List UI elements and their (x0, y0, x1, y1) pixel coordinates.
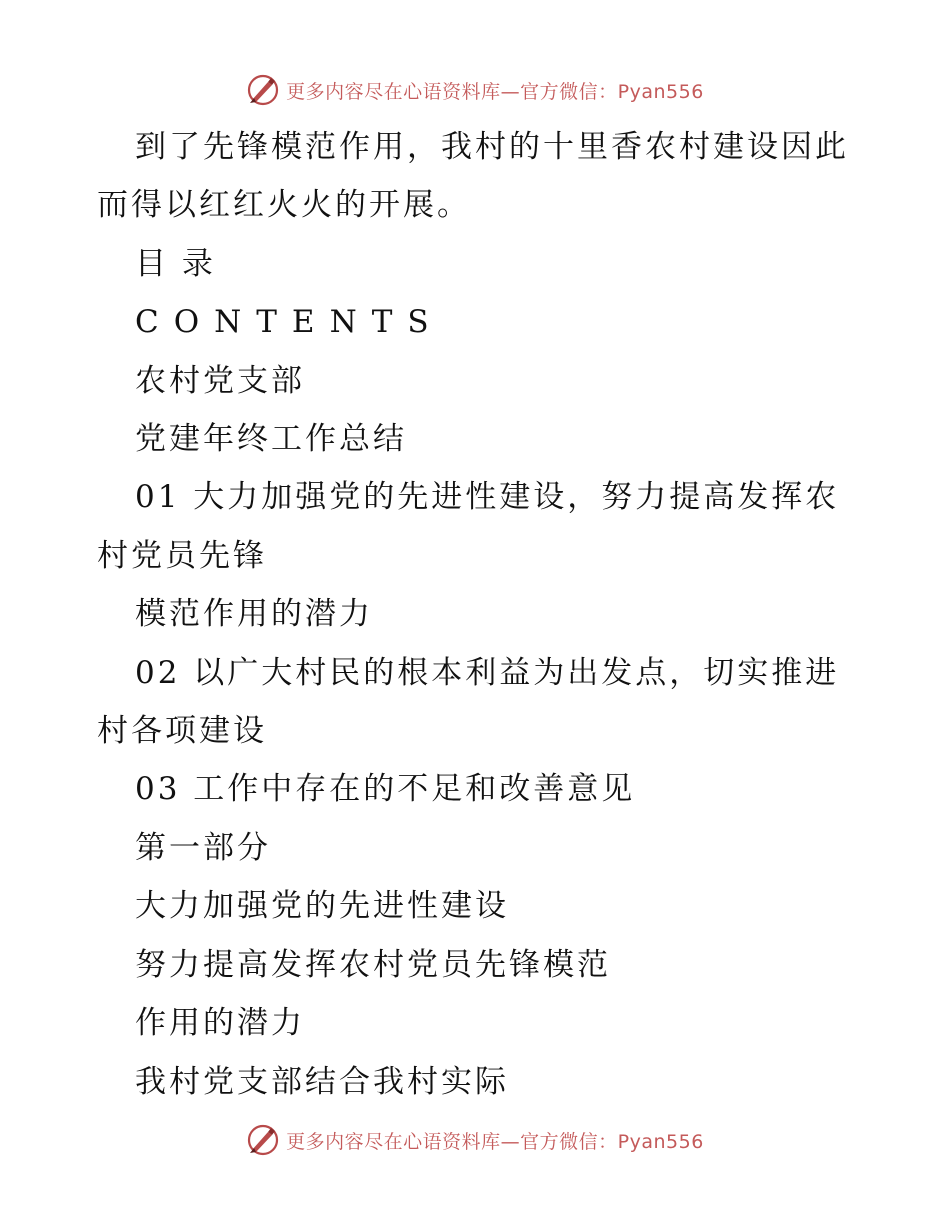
header-banner (0, 70, 950, 110)
toc-entry-continued: 村党员先锋 (97, 537, 267, 574)
toc-heading-english: CONTENTS (135, 304, 444, 341)
paragraph-line: 我村党支部结合我村实际 (135, 1063, 509, 1100)
paragraph-line: 而得以红红火火的开展。 (97, 187, 471, 224)
section-title-line: 作用的潜力 (135, 1005, 305, 1042)
toc-entry: 01 大力加强党的先进性建设，努力提高发挥农 (135, 479, 840, 516)
toc-entry-continued: 模范作用的潜力 (135, 596, 373, 633)
toc-heading: 目 录 (135, 245, 216, 282)
toc-entry-continued: 村各项建设 (97, 713, 267, 750)
section-title-line: 努力提高发挥农村党员先锋模范 (135, 946, 611, 983)
header-banner-text: 更多内容尽在心语资料库—官方微信：Pyan556 (286, 80, 704, 103)
paragraph-line: 到了先锋模范作用，我村的十里香农村建设因此 (135, 129, 849, 165)
toc-title-line: 党建年终工作总结 (135, 421, 407, 458)
pen-circle-logo-icon (246, 73, 280, 107)
footer-banner-content (246, 1123, 704, 1157)
footer-banner (0, 1120, 950, 1160)
document-body (97, 118, 867, 1111)
footer-banner-text: 更多内容尽在心语资料库—官方微信：Pyan556 (286, 1130, 704, 1153)
toc-entry: 02 以广大村民的根本利益为出发点，切实推进 (135, 654, 840, 691)
pen-circle-logo-icon (246, 1123, 280, 1157)
header-banner-content (246, 73, 704, 107)
toc-entry: 03 工作中存在的不足和改善意见 (135, 771, 636, 808)
section-title-line: 大力加强党的先进性建设 (135, 888, 509, 925)
section-heading: 第一部分 (135, 829, 271, 866)
toc-title-line: 农村党支部 (135, 362, 305, 399)
